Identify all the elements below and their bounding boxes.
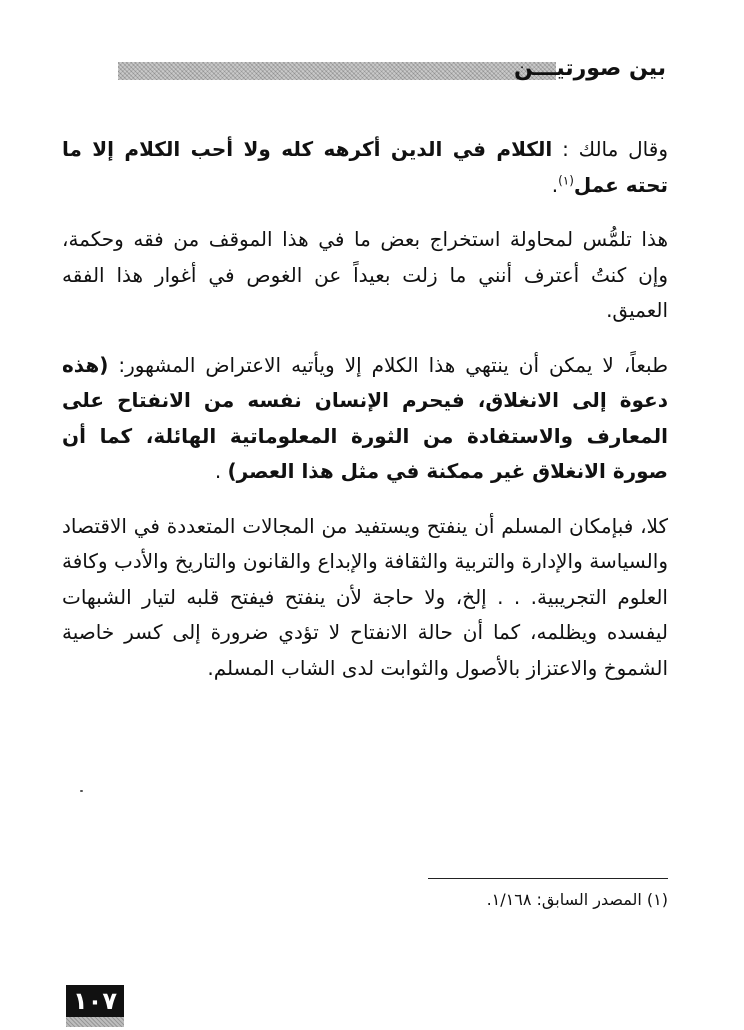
paragraph-reflection: هذا تلمُّس لمحاولة استخراج بعض ما في هذا الموقف من فقه وحكمة، وإن كنتُ أعترف أنني ما زلت بعيداً عن الغوص في أغوار هذا الفقه العميق. (62, 227, 668, 322)
header-ornament-bar (118, 62, 556, 80)
paragraph-lead: طبعاً، لا يمكن أن ينتهي هذا الكلام إلا ويأتيه الاعتراض المشهور: (108, 352, 668, 377)
page-number-box (66, 985, 124, 1017)
paragraph-objection (62, 348, 668, 490)
page-number-ornament (66, 1017, 124, 1027)
footnote-reference: (١) (558, 172, 574, 187)
page-number: ١٠٧ (73, 987, 117, 1015)
malik-quote-bold: الكلام في الدين أكرهه كله ولا أحب الكلام إلا ما تحته عمل (62, 137, 668, 197)
scan-speck (80, 790, 83, 792)
running-header-title: بين صورتيـــن (513, 56, 666, 81)
footnote-divider (428, 878, 668, 879)
objection-quote-bold: (هذه دعوة إلى الانغلاق، فيحرم الإنسان نفسه من الانفتاح على المعارف والاستفادة من الثورة المعلوماتية الهائلة، كما أن صورة الانغلاق غير ممكنة في مثل هذا العصر) (62, 352, 668, 483)
body-text (62, 132, 668, 705)
paragraph-response: كلا، فبإمكان المسلم أن ينفتح ويستفيد من المجالات المتعددة في الاقتصاد والسياسة والإدارة والتربية والثقافة والإبداع والقانون والتاريخ والأدب وكافة العلوم التجريبية. . . إلخ، ولا حاجة لأن ينفتح فيفتح قلبه لتيار الشبهات ليفسده ويظلمه، كما أن حالة الانفتاح لا تؤدي ضرورة إلى كسر خاصية الشموخ والاعتزاز بالأصول والثوابت لدى الشاب المسلم. (62, 513, 668, 680)
paragraph-tail: . (551, 172, 559, 197)
footnote: (١) المصدر السابق: ١/١٦٨. (486, 890, 668, 909)
paragraph-lead: وقال مالك : (552, 137, 668, 161)
paragraph-malik-quote (62, 132, 668, 203)
paragraph-tail: . (214, 459, 228, 483)
